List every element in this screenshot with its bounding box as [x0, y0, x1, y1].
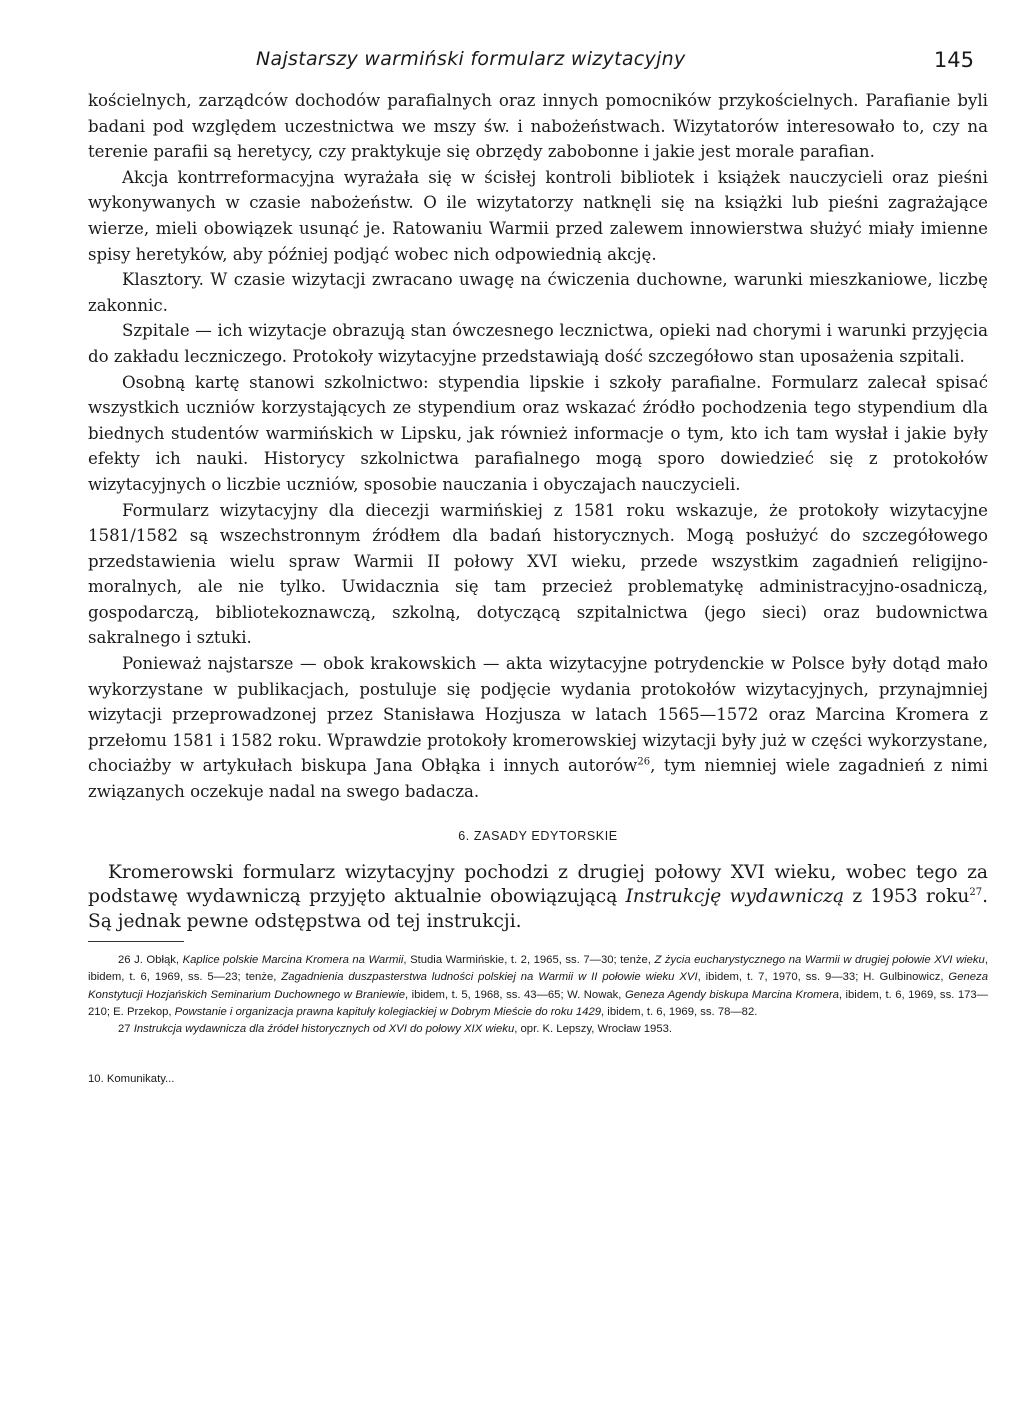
paragraph — [88, 651, 988, 805]
footnote-title: Kaplice polskie Marcina Kromera na Warmii — [182, 954, 404, 967]
footnote-title: Geneza Agendy biskupa Marcina Kromera — [624, 988, 839, 1001]
section-heading: 6. ZASADY EDYTORSKIE — [458, 828, 618, 843]
paragraph: Klasztory. W czasie wizytacji zwracano uwagę na ćwiczenia duchowne, warunki mieszkaniowe, liczbę zakonnic. — [88, 270, 988, 315]
paragraph-text: Kromerowski formularz wizytacyjny pochodzi z drugiej połowy XVI wieku, wobec tego za podstawę wydawniczą przyjęto aktualnie obowiązującą — [88, 861, 988, 908]
page — [88, 40, 988, 1085]
footnote-divider — [88, 941, 184, 942]
footnote-ref[interactable]: 27 — [969, 887, 983, 899]
footnote — [88, 952, 988, 1021]
running-title: Najstarszy warmiński formularz wizytacyjny — [256, 48, 686, 70]
paragraph: Szpitale — ich wizytacje obrazują stan ówczesnego lecznictwa, opieki nad chorymi i warunki przyjęcia do zakładu leczniczego. Protokoły wizytacyjne przedstawiają dość szczegółowo stan uposażenia szpitali. — [88, 321, 988, 366]
paragraph: kościelnych, zarządców dochodów parafialnych oraz innych pomocników przykościelnych. Parafianie byli badani pod względem uczestnictwa we mszy św. i nabożeństwach. Wizytatorów interesowało to, czy na terenie parafii są heretycy, czy praktykuje się obrzędy zabobonne i jakie jest morale parafian. — [88, 91, 988, 162]
footnote-text: , ibidem, t. 7, 1970, ss. 9—33; H. Gulbinowicz, — [697, 971, 949, 984]
footnote — [88, 1021, 988, 1038]
footnotes — [88, 952, 988, 1038]
paragraph-text: . Są jednak pewne odstępstwa od tej instrukcji. — [88, 886, 988, 933]
body-text — [88, 88, 988, 805]
paragraph: Formularz wizytacyjny dla diecezji warmińskiej z 1581 roku wskazuje, że protokoły wizytacyjne 1581/1582 są wszechstronnym źródłem dla badań historycznych. Mogą posłużyć do szczegółowego przedstawienia wielu spraw Warmii II połowy XVI wieku, przede wszystkim zagadnień religijno-moralnych, ale nie tylko. Uwidacznia się tam przecież problematykę administracyjno-osadniczą, gospodarczą, bibliotekoznawczą, szkolną, dotyczącą szpitalnictwa (jego sieci) oraz budownictwa sakralnego i sztuki. — [88, 500, 988, 648]
paragraph-text: z 1953 roku — [844, 886, 970, 908]
footnote-text: , ibidem, t. 6, 1969, ss. 78—82. — [601, 1005, 758, 1018]
footnote-text: , opr. K. Lepszy, Wrocław 1953. — [514, 1023, 673, 1036]
section-text — [88, 861, 988, 935]
footnote-title: Zagadnienia duszpasterstwa ludności polskiej na Warmii w II połowie wieku XVI — [281, 971, 698, 984]
paragraph-text: , tym niemniej wiele zagadnień z nimi związanych oczekuje nadal na swego badacza. — [88, 756, 988, 802]
footnote-text: , ibidem, t. 5, 1968, ss. 43—65; W. Nowak, — [405, 988, 625, 1001]
page-number: 145 — [933, 48, 974, 72]
footnote-text: , ibidem, t. 6, 1969, ss. 5—23; tenże, — [88, 954, 988, 984]
footnote-title: Powstanie i organizacja prawna kapituły kolegiackiej w Dobrym Mieście do roku 1429 — [174, 1005, 602, 1018]
paragraph: Osobną kartę stanowi szkolnictwo: stypendia lipskie i szkoły parafialne. Formularz zalecał spisać wszystkich uczniów korzystających ze stypendium oraz wskazać źródło pochodzenia tego stypendium dla biednych studentów warmińskich w Lipsku, jak również informacje o tym, kto ich tam wysłał i jakie były efekty ich nauki. Historycy szkolnictwa parafialnego mogą sporo dowiedzieć się z protokołów wizytacyjnych o liczbie uczniów, sposobie nauczania i obyczajach nauczycieli. — [88, 372, 988, 494]
footnote-ref[interactable]: 26 — [637, 756, 651, 768]
paragraph: Akcja kontrreformacyjna wyrażała się w ścisłej kontroli bibliotek i książek nauczycieli oraz pieśni wykonywanych w czasie nabożeństw. O ile wizytatorzy natknęli się na książki lub pieśni zagrażające wierze, mieli obowiązek usunąć je. Ratowaniu Warmii przed zalewem innowierstwa służyć miały imienne spisy heretyków, aby później podjąć wobec nich odpowiednią akcję. — [88, 167, 988, 264]
signature-mark: 10. Komunikaty... — [88, 1072, 175, 1085]
footnote-text: 26 J. Obłąk, — [118, 954, 183, 967]
footnote-title: Geneza Konstytucji Hozjańskich Seminarium Duchownego w Braniewie — [88, 971, 988, 1001]
footnote-title: Z życia eucharystycznego na Warmii w drugiej połowie XVI wieku — [654, 954, 985, 967]
footnote-text: , Studia Warmińskie, t. 2, 1965, ss. 7—30; tenże, — [403, 954, 655, 967]
paragraph-text: Ponieważ najstarsze — obok krakowskich — akta wizytacyjne potrydenckie w Polsce były dotąd mało wykorzystane w publikacjach, postuluje się podjęcie wydania protokołów wizytacyjnych, przynajmniej wizytacji przeprowadzonej przez Stanisława Hozjusza w latach 1565—1572 oraz Marcina Kromera z przełomu 1581 i 1582 roku. Wprawdzie protokoły kromerowskiej wizytacji były już w części wykorzystane, chociażby w artykułach biskupa Jana Obłąka i innych autorów — [88, 654, 988, 776]
running-head — [88, 40, 988, 88]
footnote-text: 27 — [118, 1023, 134, 1036]
footnote-title: Instrukcja wydawnicza dla źródeł historycznych od XVI do połowy XIX wieku — [133, 1023, 515, 1036]
footnote-text: , ibidem, t. 6, 1969, ss. 173—210; E. Przekop, — [88, 988, 989, 1018]
italic-title: Instrukcję wydawniczą — [625, 886, 845, 908]
paragraph — [88, 861, 988, 935]
